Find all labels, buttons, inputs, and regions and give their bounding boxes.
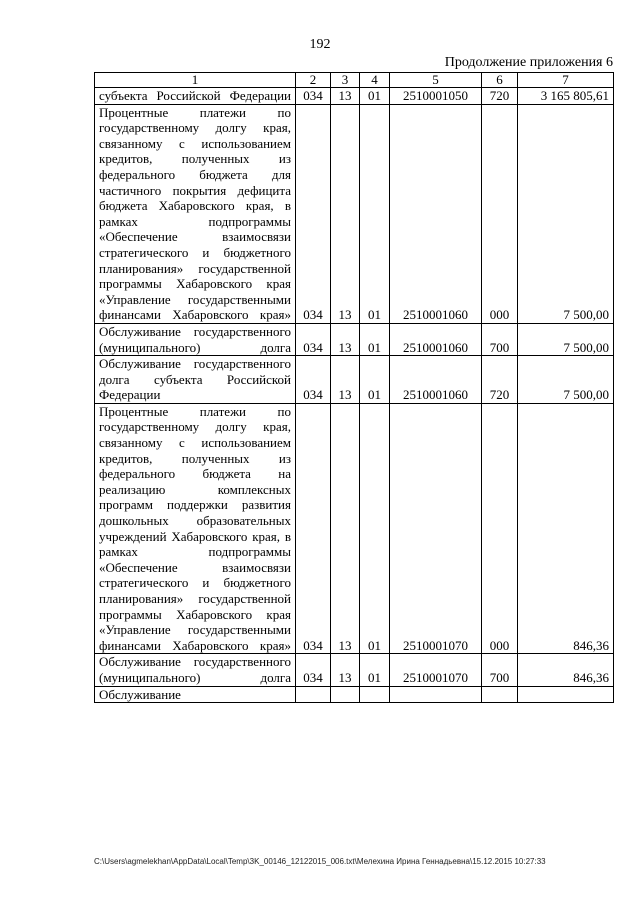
table-row <box>95 686 614 703</box>
table-row <box>95 88 614 105</box>
cell-section: 13 <box>331 654 360 686</box>
column-header: 5 <box>390 73 482 88</box>
file-path-footer: C:\Users\agmelekhan\AppData\Local\Temp\3K_00146_12122015_006.txt\Мелехина Ирина Геннадьевна\15.12.2015 10:27:33 <box>94 857 546 866</box>
cell-ministry-code: 034 <box>296 323 331 355</box>
page-number: 192 <box>309 37 331 52</box>
row-description: субъекта Российской Федерации <box>95 88 296 105</box>
cell-expense-type <box>482 686 518 703</box>
row-description: Обслуживание <box>95 686 296 703</box>
cell-subsection: 01 <box>360 356 390 404</box>
row-description: Процентные платежи по государственному долгу края, связанному с использованием кредитов, полученных из федерального бюджета на реализацию комплексных программ поддержки развития дошкольных образовательных учреждений Хабаровского края, в рамках подпрограммы «Обеспечение взаимосвязи стратегического и бюджетного планирования» государственной программы Хабаровского края «Управление государственными финансами Хабаровского края» <box>95 403 296 654</box>
table-row <box>95 356 614 404</box>
continuation-label: Продолжение приложения 6 <box>444 55 613 70</box>
cell-ministry-code: 034 <box>296 88 331 105</box>
cell-section: 13 <box>331 88 360 105</box>
cell-section: 13 <box>331 104 360 323</box>
table-row <box>95 104 614 323</box>
row-description: Процентные платежи по государственному долгу края, связанному с использованием кредитов, полученных из федерального бюджета для частичного покрытия дефицита бюджета Хабаровского края, в рамках подпрограммы «Обеспечение взаимосвязи стратегического и бюджетного планирования» государственной программы Хабаровского края «Управление государственными финансами Хабаровского края» <box>95 104 296 323</box>
cell-amount: 7 500,00 <box>518 104 614 323</box>
cell-subsection: 01 <box>360 323 390 355</box>
row-description: Обслуживание государственного (муниципального) долга <box>95 323 296 355</box>
cell-target-article: 2510001070 <box>390 654 482 686</box>
cell-expense-type: 720 <box>482 356 518 404</box>
cell-subsection: 01 <box>360 654 390 686</box>
row-description: Обслуживание государственного (муниципального) долга <box>95 654 296 686</box>
column-header: 1 <box>95 73 296 88</box>
cell-target-article: 2510001060 <box>390 323 482 355</box>
cell-expense-type: 000 <box>482 104 518 323</box>
cell-target-article: 2510001060 <box>390 104 482 323</box>
cell-subsection: 01 <box>360 104 390 323</box>
cell-expense-type: 700 <box>482 323 518 355</box>
cell-amount: 7 500,00 <box>518 356 614 404</box>
cell-amount: 3 165 805,61 <box>518 88 614 105</box>
column-header: 2 <box>296 73 331 88</box>
cell-amount: 846,36 <box>518 403 614 654</box>
cell-subsection: 01 <box>360 88 390 105</box>
column-header: 4 <box>360 73 390 88</box>
cell-section: 13 <box>331 323 360 355</box>
cell-amount: 7 500,00 <box>518 323 614 355</box>
row-description: Обслуживание государственного долга субъекта Российской Федерации <box>95 356 296 404</box>
column-header: 3 <box>331 73 360 88</box>
cell-target-article: 2510001060 <box>390 356 482 404</box>
cell-target-article: 2510001070 <box>390 403 482 654</box>
cell-subsection <box>360 686 390 703</box>
cell-target-article <box>390 686 482 703</box>
cell-amount <box>518 686 614 703</box>
cell-section: 13 <box>331 403 360 654</box>
table-row <box>95 323 614 355</box>
cell-amount: 846,36 <box>518 654 614 686</box>
table-row <box>95 654 614 686</box>
cell-ministry-code: 034 <box>296 403 331 654</box>
cell-ministry-code: 034 <box>296 104 331 323</box>
cell-subsection: 01 <box>360 403 390 654</box>
table-header-row <box>95 73 614 88</box>
cell-section <box>331 686 360 703</box>
cell-target-article: 2510001050 <box>390 88 482 105</box>
column-header: 6 <box>482 73 518 88</box>
cell-ministry-code: 034 <box>296 654 331 686</box>
column-header: 7 <box>518 73 614 88</box>
cell-expense-type: 000 <box>482 403 518 654</box>
cell-ministry-code <box>296 686 331 703</box>
cell-section: 13 <box>331 356 360 404</box>
cell-ministry-code: 034 <box>296 356 331 404</box>
cell-expense-type: 720 <box>482 88 518 105</box>
budget-table <box>94 72 614 703</box>
table-row <box>95 403 614 654</box>
cell-expense-type: 700 <box>482 654 518 686</box>
